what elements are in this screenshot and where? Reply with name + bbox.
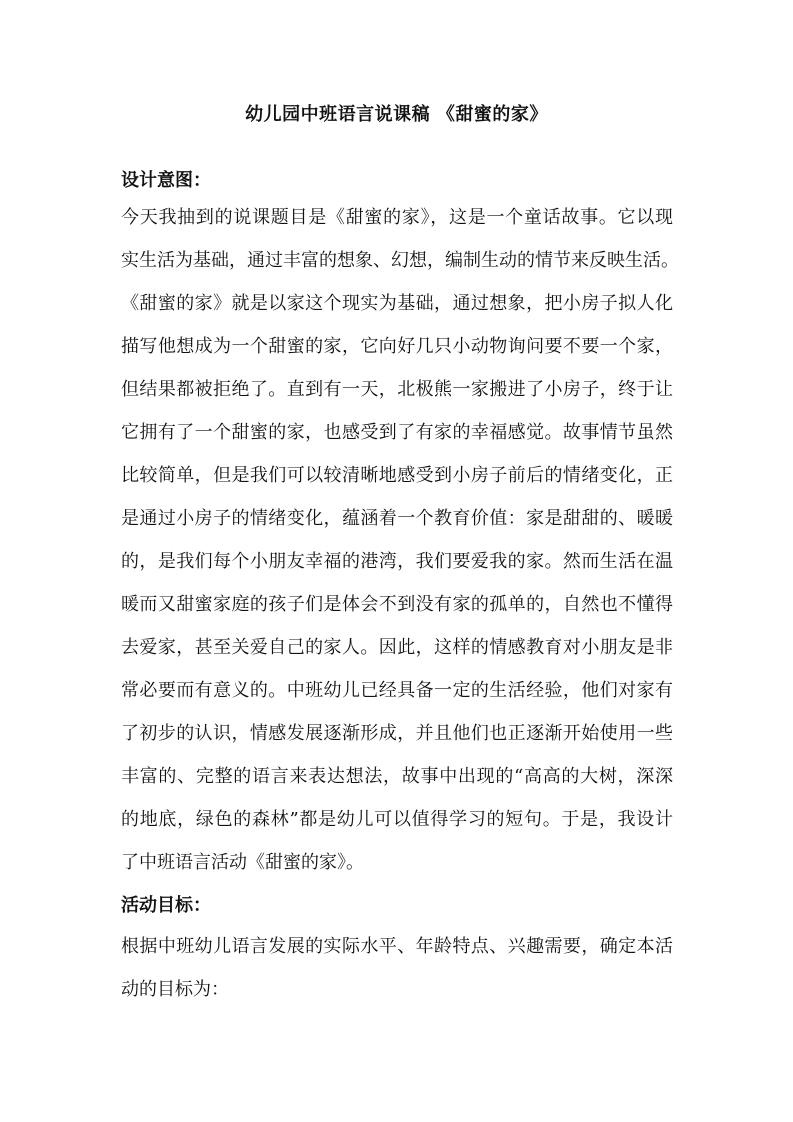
paragraph-line: 动的目标为：	[121, 979, 229, 1000]
paragraph-line: 去爱家，甚至关爱自己的家人。因此，这样的情感教育对小朋友是非	[121, 637, 673, 658]
section-heading-activity-goals: 活动目标：	[121, 895, 211, 916]
paragraph-line: 常必要而有意义的。中班幼儿已经具备一定的生活经验，他们对家有	[121, 680, 673, 701]
paragraph-line: 的，是我们每个小朋友幸福的港湾，我们要爱我的家。然而生活在温	[121, 551, 673, 572]
paragraph-line: 比较简单，但是我们可以较清晰地感受到小房子前后的情绪变化，正	[121, 465, 673, 486]
paragraph-line: 描写他想成为一个甜蜜的家，它向好几只小动物询问要不要一个家，	[121, 336, 673, 357]
document-title: 幼儿园中班语言说课稿 《甜蜜的家》	[245, 104, 548, 125]
paragraph-line: 丰富的、完整的语言来表达想法，故事中出现的“高高的大树，深深	[121, 766, 673, 787]
paragraph-line: 实生活为基础，通过丰富的想象、幻想，编制生动的情节来反映生活。	[121, 250, 679, 271]
paragraph-line: 暖而又甜蜜家庭的孩子们是体会不到没有家的孤单的，自然也不懂得	[121, 594, 673, 615]
paragraph-line: 《甜蜜的家》就是以家这个现实为基础，通过想象，把小房子拟人化	[121, 293, 673, 314]
section-heading-design-intent: 设计意图：	[121, 170, 211, 191]
paragraph-line: 它拥有了一个甜蜜的家，也感受到了有家的幸福感觉。故事情节虽然	[121, 422, 673, 443]
paragraph-line: 的地底，绿色的森林”都是幼儿可以值得学习的短句。于是，我设计	[121, 809, 673, 830]
paragraph-line: 了中班语言活动《甜蜜的家》。	[121, 852, 364, 873]
paragraph-line: 但结果都被拒绝了。直到有一天，北极熊一家搬进了小房子，终于让	[121, 379, 673, 400]
paragraph-line: 今天我抽到的说课题目是《甜蜜的家》，这是一个童话故事。它以现	[121, 207, 673, 228]
paragraph-line: 根据中班幼儿语言发展的实际水平、年龄特点、兴趣需要，确定本活	[121, 936, 673, 957]
paragraph-line: 是通过小房子的情绪变化，蕴涵着一个教育价值：家是甜甜的、暖暖	[121, 508, 673, 529]
paragraph-line: 了初步的认识，情感发展逐渐形成，并且他们也正逐渐开始使用一些	[121, 723, 673, 744]
